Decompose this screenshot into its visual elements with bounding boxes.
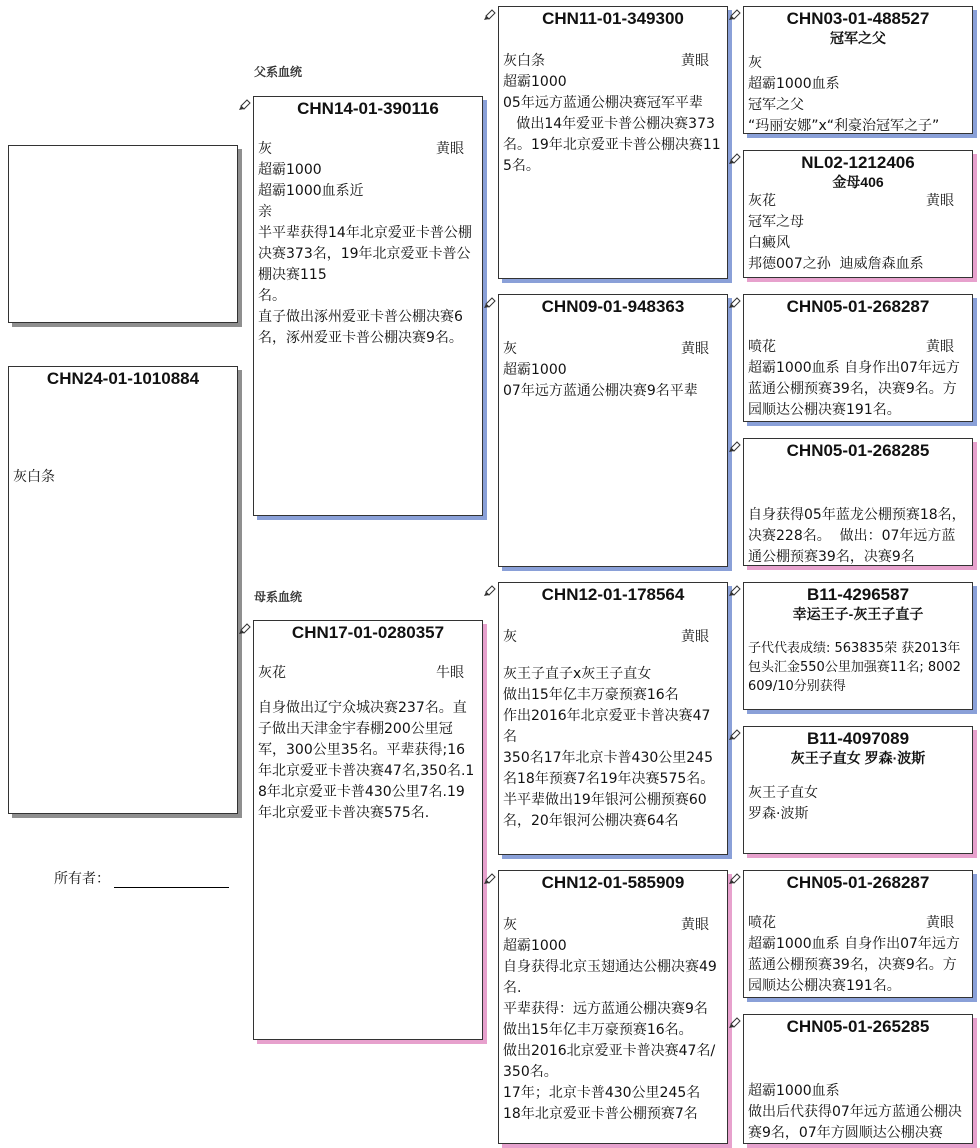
- dsd-ring-number: B11-4097089: [806, 729, 910, 748]
- sire-dam-note: 07年远方蓝通公棚决赛9名平辈: [503, 383, 698, 399]
- sss-card: [743, 6, 973, 134]
- edit-pen-icon[interactable]: [728, 295, 742, 309]
- ddd-note: 做出后代获得07年远方蓝通公棚决赛9名，07年方圆顺达公棚决赛: [748, 1104, 962, 1141]
- dam-dam-card: [498, 870, 728, 1144]
- ssd-eye: 黄眼: [926, 193, 954, 209]
- dam-dam-note: 18年北京爱亚卡普公棚预赛7名: [503, 1106, 698, 1122]
- edit-pen-icon[interactable]: [238, 621, 252, 635]
- dsd-name: 灰王子直女 罗森·波斯: [790, 750, 926, 766]
- subject-card: [8, 366, 238, 814]
- dss-note: 子代代表成绩: 563835荣 获2013年包头汇金550公里加强赛11名; 8002609/10分别获得: [748, 641, 961, 694]
- dss-name: 幸运王子-灰王子直子: [792, 606, 924, 622]
- subject-ring-number: CHN24-01-1010884: [46, 369, 200, 388]
- sire-sire-note: 05年远方蓝通公棚决赛冠军平辈: [503, 95, 703, 111]
- dam-section-label: 母系血统: [254, 590, 303, 604]
- sire-dam-card: [498, 294, 728, 567]
- sds-note: 超霸1000血系 自身作出07年远方蓝通公棚预赛39名，决赛9名。方园顺达公棚决赛191名。: [748, 360, 960, 418]
- sss-color: 灰: [748, 55, 762, 71]
- sire-note: 超霸1000: [258, 162, 322, 178]
- edit-pen-icon[interactable]: [483, 871, 497, 885]
- dam-card: [253, 620, 483, 1040]
- edit-pen-icon[interactable]: [728, 583, 742, 597]
- sss-note: 超霸1000血系: [748, 76, 840, 92]
- sire-sire-card: [498, 6, 728, 279]
- dsd-note: 灰王子直女: [748, 785, 818, 801]
- dam-eye: 牛眼: [436, 665, 464, 681]
- sds-card: [743, 294, 973, 422]
- dam-color: 灰花: [258, 665, 286, 681]
- edit-pen-icon[interactable]: [728, 871, 742, 885]
- sire-dam-color: 灰: [503, 341, 517, 357]
- edit-pen-icon[interactable]: [483, 295, 497, 309]
- owner-label: 所有者：: [54, 871, 110, 887]
- dam-sire-color: 灰: [503, 629, 517, 645]
- dam-dam-ring-number: CHN12-01-585909: [541, 873, 685, 892]
- sire-card: [253, 96, 483, 516]
- owner-field: [54, 868, 229, 888]
- dam-dam-note: 做出2016北京爱亚卡普决赛47名/350名。: [503, 1043, 716, 1080]
- dds-note: 超霸1000血系 自身作出07年远方蓝通公棚预赛39名，决赛9名。方园顺达公棚决赛191名。: [748, 936, 960, 994]
- edit-pen-icon[interactable]: [728, 7, 742, 21]
- ssd-card: [743, 150, 973, 278]
- dam-sire-note: 作出2016年北京爱亚卡普决赛47名: [503, 708, 711, 745]
- ssd-note: 邦德007之孙 迪威詹森血系: [748, 256, 924, 272]
- sire-eye: 黄眼: [436, 141, 464, 157]
- ddd-note: 超霸1000血系: [748, 1083, 840, 1099]
- owner-blank-line: [114, 871, 229, 888]
- dds-eye: 黄眼: [926, 915, 954, 931]
- dam-dam-note: 17年；北京卡普430公里245名: [503, 1085, 701, 1101]
- dam-dam-note: 平辈获得：远方蓝通公棚决赛9名: [503, 1001, 708, 1017]
- sire-sire-eye: 黄眼: [681, 53, 709, 69]
- sss-name: 冠军之父: [830, 30, 886, 46]
- dam-sire-eye: 黄眼: [681, 629, 709, 645]
- sdd-card: [743, 438, 973, 566]
- sire-sire-ring-number: CHN11-01-349300: [542, 9, 684, 28]
- sds-eye: 黄眼: [926, 339, 954, 355]
- sdd-ring-number: CHN05-01-268285: [786, 441, 930, 460]
- sss-ring-number: CHN03-01-488527: [786, 9, 930, 28]
- ssd-color: 灰花: [748, 193, 776, 209]
- sire-ring-number: CHN14-01-390116: [297, 99, 439, 118]
- sire-dam-ring-number: CHN09-01-948363: [541, 297, 685, 316]
- dam-sire-card: [498, 582, 728, 855]
- sire-sire-note: 做出14年爱亚卡普公棚决赛373名。19年北京爱亚卡普公棚决赛115名。: [503, 116, 721, 174]
- sire-color: 灰: [258, 141, 272, 157]
- sire-note: 半平辈获得14年北京爱亚卡普公棚决赛373名，19年北京爱亚卡普公棚决赛115 名。: [258, 225, 472, 304]
- edit-pen-icon[interactable]: [483, 583, 497, 597]
- dam-dam-note: 自身获得北京玉翅通达公棚决赛49名.: [503, 959, 717, 996]
- ssd-note: 冠军之母: [748, 214, 804, 230]
- dam-sire-note: 350名17年北京卡普430公里245名18年预赛7名19年决赛575名。半平辈做出19年银河公棚预赛60名，20年银河公棚决赛64名: [503, 750, 715, 829]
- sss-note: 冠军之父: [748, 97, 804, 113]
- sds-ring-number: CHN05-01-268287: [786, 297, 930, 316]
- edit-pen-icon[interactable]: [728, 727, 742, 741]
- dam-dam-eye: 黄眼: [681, 917, 709, 933]
- dds-ring-number: CHN05-01-268287: [786, 873, 930, 892]
- dss-ring-number: B11-4296587: [806, 585, 910, 604]
- sire-section-label: 父系血统: [254, 65, 303, 79]
- sire-dam-eye: 黄眼: [681, 341, 709, 357]
- ssd-name: 金母406: [832, 174, 884, 190]
- sire-sire-note: 超霸1000: [503, 74, 567, 90]
- edit-pen-icon[interactable]: [728, 151, 742, 165]
- dam-dam-color: 灰: [503, 917, 517, 933]
- ssd-note: 白癜风: [748, 235, 790, 251]
- dds-color: 喷花: [748, 915, 776, 931]
- ddd-card: [743, 1014, 973, 1144]
- edit-pen-icon[interactable]: [728, 439, 742, 453]
- subject-color: 灰白条: [13, 469, 55, 485]
- edit-pen-icon[interactable]: [728, 1015, 742, 1029]
- dsd-card: [743, 726, 973, 854]
- ssd-ring-number: NL02-1212406: [801, 153, 915, 172]
- dam-dam-note: 做出15年亿丰万豪预赛16名。: [503, 1022, 693, 1038]
- dam-sire-note: 做出15年亿丰万豪预赛16名: [503, 687, 679, 703]
- pigeon-photo-box: [8, 145, 238, 323]
- ddd-ring-number: CHN05-01-265285: [786, 1017, 930, 1036]
- dsd-note: 罗森·波斯: [748, 806, 809, 822]
- dss-card: [743, 582, 973, 710]
- sdd-note: 自身获得05年蓝龙公棚预赛18名，决赛228名。 做出：07年远方蓝通公棚预赛39名，决赛9名: [748, 507, 966, 565]
- edit-pen-icon[interactable]: [483, 7, 497, 21]
- dam-sire-note: 灰王子直子x灰王子直女: [503, 666, 652, 682]
- dam-note: 自身做出辽宁众城决赛237名。直子做出天津金宇春棚200公里冠军，300公里35名。平辈获得;16年北京爱亚卡普决赛47名,350名.18年北京爱亚卡普430公里7名.19年北京爱亚卡普决赛575名.: [258, 700, 475, 821]
- sire-sire-color: 灰白条: [503, 53, 545, 69]
- sire-dam-note: 超霸1000: [503, 362, 567, 378]
- dam-ring-number: CHN17-01-0280357: [291, 623, 445, 642]
- dam-sire-ring-number: CHN12-01-178564: [541, 585, 685, 604]
- sss-note: “玛丽安娜”x“利豪治冠军之子”: [748, 118, 940, 134]
- dam-dam-note: 超霸1000: [503, 938, 567, 954]
- sds-color: 喷花: [748, 339, 776, 355]
- edit-pen-icon[interactable]: [238, 97, 252, 111]
- dds-card: [743, 870, 973, 998]
- sire-note: 超霸1000血系近 亲: [258, 183, 364, 220]
- sire-note: 直子做出涿州爱亚卡普公棚决赛6名，涿州爱亚卡普公棚决赛9名。: [258, 309, 463, 346]
